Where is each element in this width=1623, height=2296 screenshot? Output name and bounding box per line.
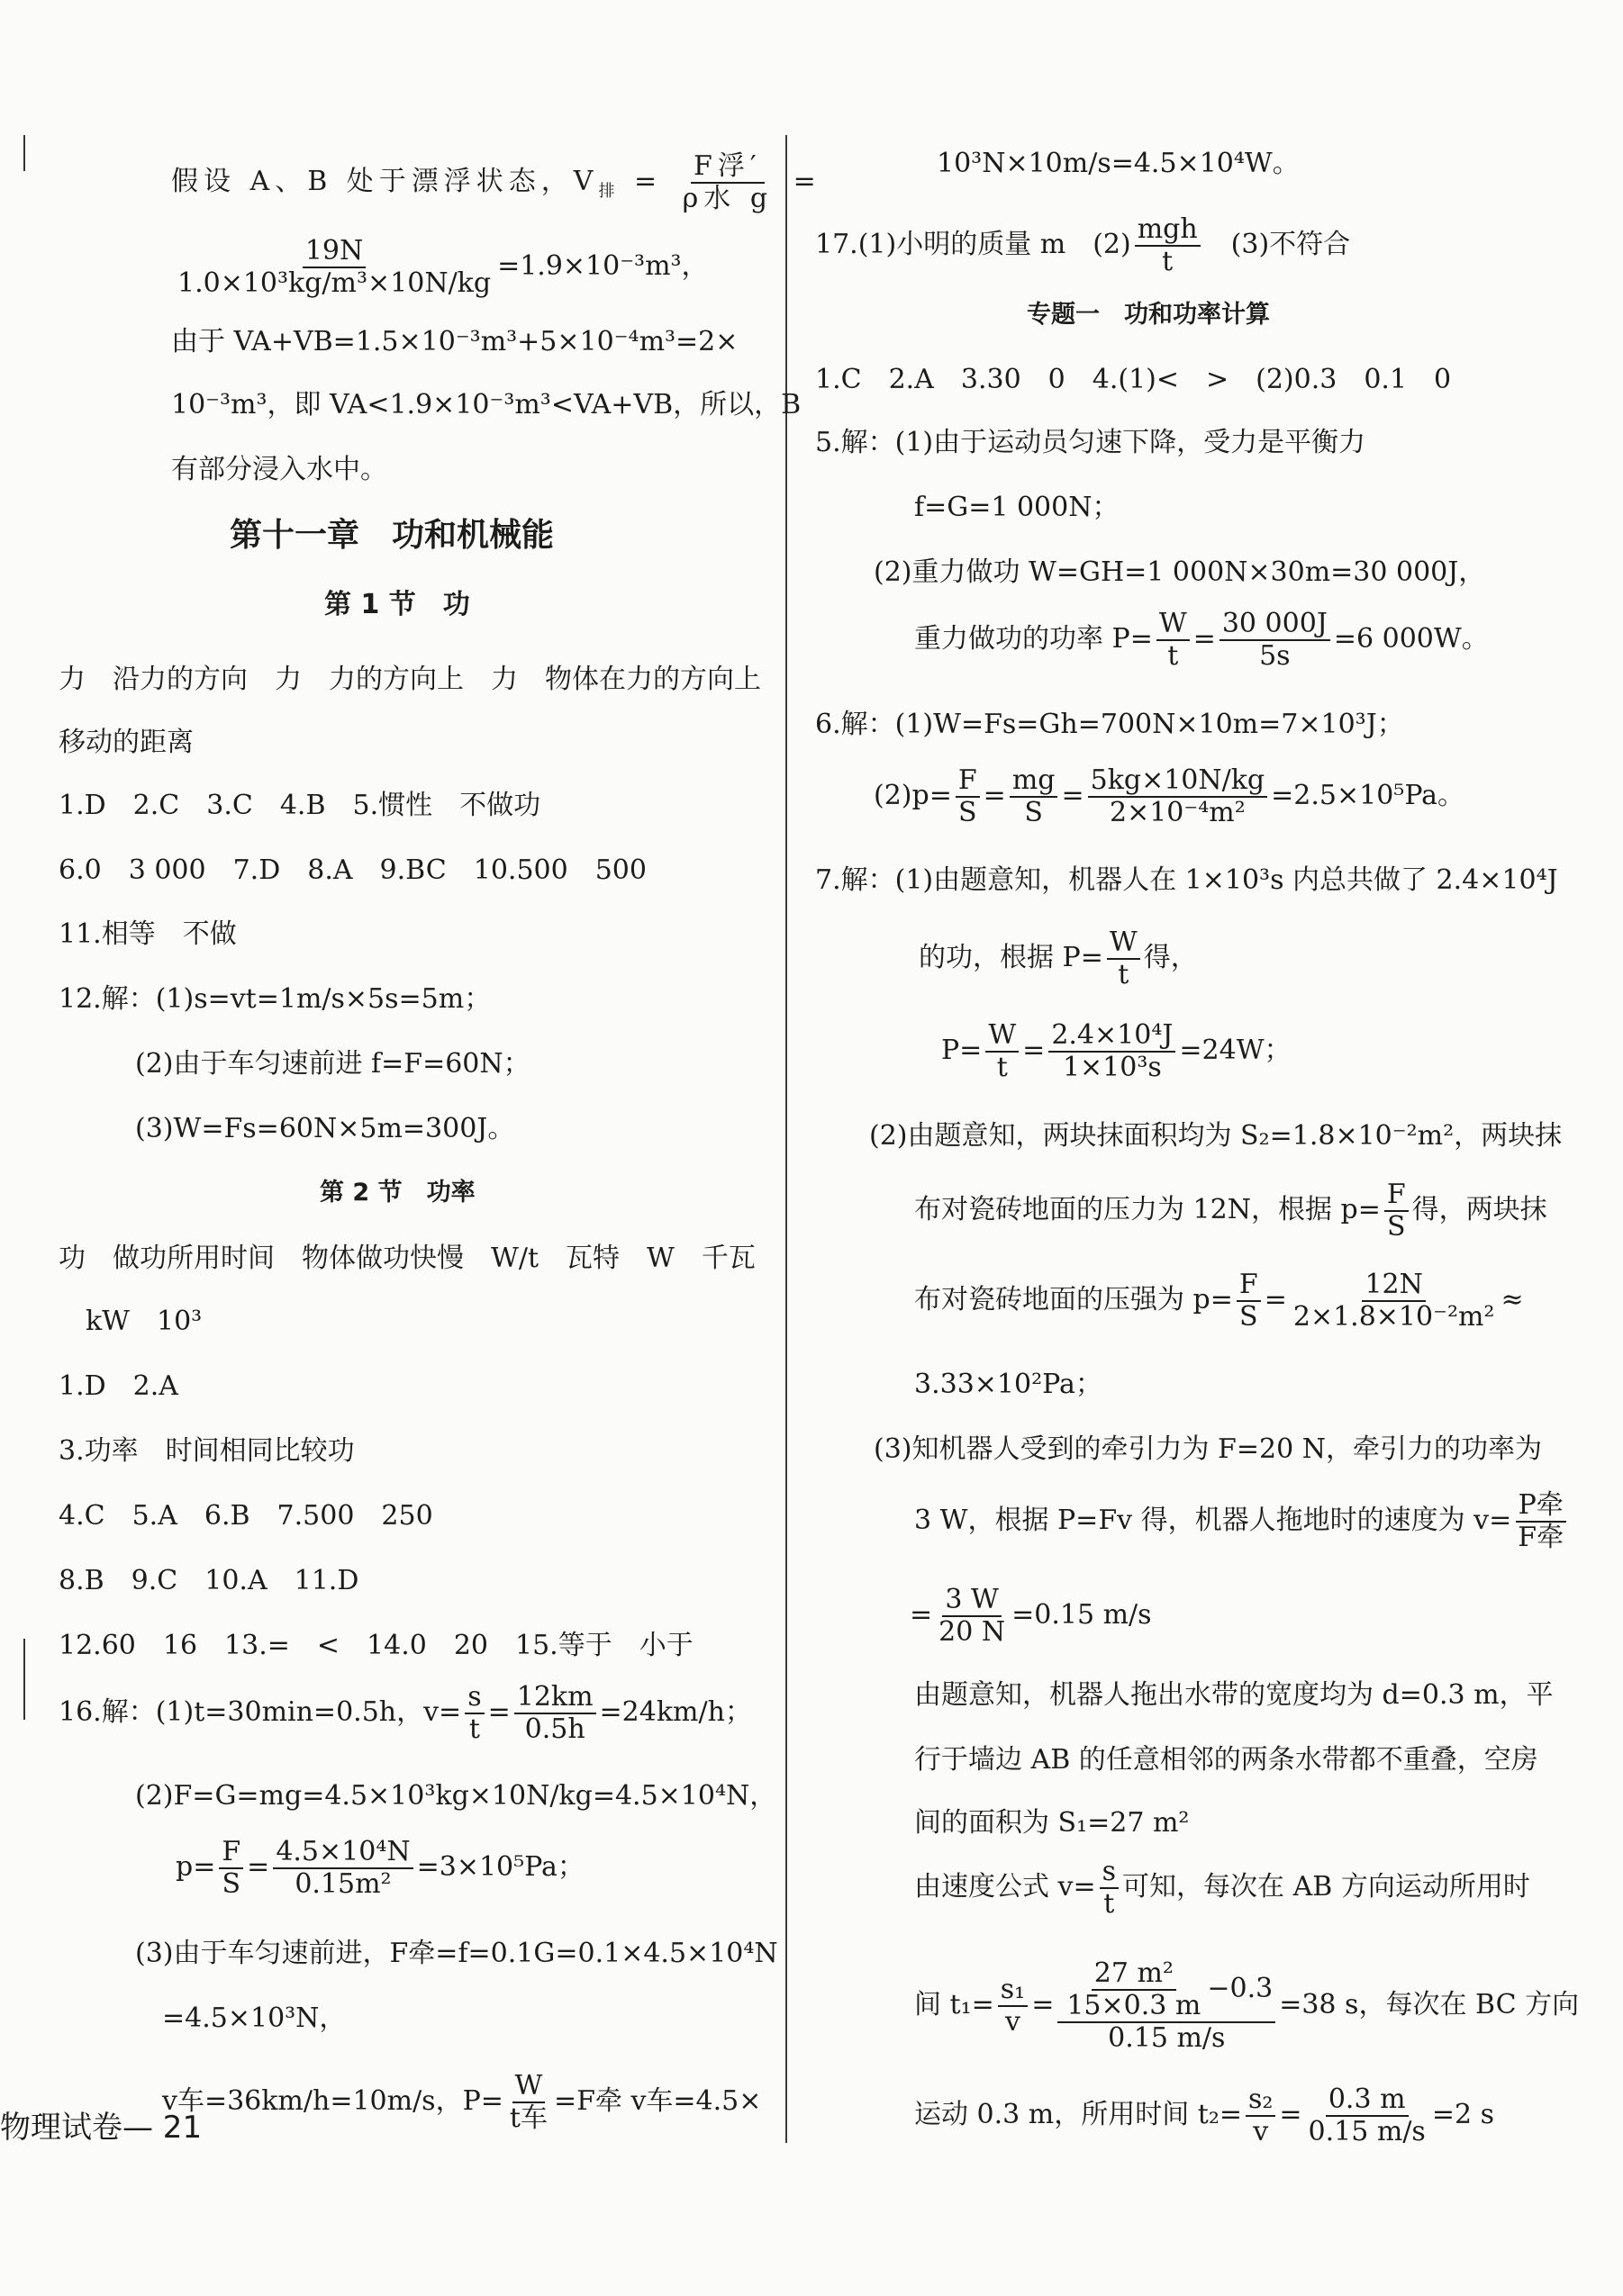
fraction: $\frac{\text{s₂}}{v}$ xyxy=(1246,2084,1275,2147)
text-line: 假设 A、B 处于漂浮状态，$V_排$ = $\frac{\text{F浮′}}{\text{ρ水 g}}$ = xyxy=(171,150,821,214)
fraction: $\frac{F}{S}$ xyxy=(956,765,980,828)
text-line: 4.C 5.A 6.B 7.500 250 xyxy=(59,1500,433,1532)
fraction: $\frac{W}{\text{t车}}$ xyxy=(509,2070,548,2134)
text-line: 间的面积为 S₁=27 m² xyxy=(914,1807,1190,1839)
text-line: P= $\frac{W}{t}$ = $\frac{\text{2.4×10⁴J}}{\text{1×10³s}}$ =24W； xyxy=(941,1019,1292,1083)
text-line: 1.C 2.A 3.30 0 4.(1)< > (2)0.3 0.1 0 xyxy=(815,364,1452,395)
text-line: = $\frac{3 W}{20 N}$ =0.15 m/s xyxy=(910,1584,1152,1648)
fraction: $\frac{\text{s₁}}{v}$ xyxy=(998,1975,1028,2038)
text-line: 由速度公式 v= $\frac{s}{t}$ 可知，每次在 AB 方向运动所用时 xyxy=(914,1856,1530,1920)
fraction: $\frac{0.3 m}{0.15 m/s}$ xyxy=(1308,2084,1426,2147)
text-line: 重力做功的功率 P= $\frac{W}{t}$ = $\frac{30 000J}{5s}$ =6 000W。 xyxy=(914,608,1489,672)
text-line: 行于墙边 AB 的任意相邻的两条水带都不重叠，空房 xyxy=(914,1744,1538,1776)
text-line: 6.0 3 000 7.D 8.A 9.BC 10.500 500 xyxy=(59,854,647,886)
text-line: 布对瓷砖地面的压强为 p= $\frac{F}{S}$ = $\frac{12N}{\text{2×1.8×10⁻²m²}}$ ≈ xyxy=(914,1269,1524,1333)
fraction: $\frac{W}{t}$ xyxy=(985,1020,1019,1083)
text-line: 间 t₁= $\frac{\text{s₁}}{v}$ = $\frac{\text{27 m²}}{15\times 0.3 m}$ −0.3 0.15 m/s =38 s，每次在 BC 方向 xyxy=(914,1957,1580,2054)
text-line: $\frac{19N}{\text{1.0×10³kg/m³×10N/kg}}$ =1.9×10⁻³m³， xyxy=(171,236,709,299)
text-line: 5.解：(1)由于运动员匀速下降，受力是平衡力 xyxy=(815,427,1366,458)
text-line: 功 做功所用时间 物体做功快慢 W/t 瓦特 W 千瓦 xyxy=(59,1243,756,1274)
text-line: kW 10³ xyxy=(86,1306,203,1337)
fraction: $\frac{5kg\times 10N/kg}{\text{2×10⁻⁴m²}}$ xyxy=(1088,765,1268,828)
text-line: 的功，根据 P= $\frac{W}{t}$ 得， xyxy=(919,927,1198,990)
fraction: $\frac{\text{4.5×10⁴N}}{\text{0.15m²}}$ xyxy=(273,1837,413,1900)
fraction: $\frac{19N}{\text{1.0×10³kg/m³×10N/kg}}$ xyxy=(177,235,492,299)
text-line: =4.5×10³N， xyxy=(162,2002,347,2034)
text-line: v车=36km/h=10m/s，P= $\frac{W}{\text{t车}}$ =F牵 v车=4.5× xyxy=(162,2070,762,2134)
text-line: 8.B 9.C 10.A 11.D xyxy=(59,1565,359,1596)
chapter-title: 第十一章 功和机械能 xyxy=(230,517,555,554)
section-title: 第 2 节 功率 xyxy=(320,1179,476,1207)
fraction: $\frac{3 W}{20 N}$ xyxy=(938,1584,1006,1648)
text-line: 力 沿力的方向 力 力的方向上 力 物体在力的方向上 xyxy=(59,664,761,695)
fraction: $\frac{30 000J}{5s}$ xyxy=(1220,609,1330,672)
fraction: $\frac{s}{t}$ xyxy=(1100,1857,1119,1920)
fraction: $\frac{W}{t}$ xyxy=(1107,927,1140,990)
text-line: 移动的距离 xyxy=(59,727,194,758)
text-line: (3)W=Fs=60N×5m=300J。 xyxy=(135,1113,515,1144)
text-line: 3 W，根据 P=Fv 得，机器人拖地时的速度为 v= $\frac{\text{P牵}}{\text{F牵}}$ xyxy=(914,1490,1570,1553)
text-line: 由题意知，机器人拖出水带的宽度均为 d=0.3 m，平 xyxy=(914,1679,1554,1711)
text-line: (2)由于车匀速前进 f=F=60N； xyxy=(135,1048,530,1080)
text-line: 10³N×10m/s=4.5×10⁴W。 xyxy=(937,148,1300,179)
compound-fraction: $\frac{\text{27 m²}}{15\times 0.3 m}$ −0.3 0.15 m/s xyxy=(1057,1958,1275,2054)
text-line: 17.(1)小明的质量 m (2) $\frac{\text{mgh}}{t}$ (3)不符合 xyxy=(815,213,1351,277)
text-line: 10⁻³m³，即 VA<1.9×10⁻³m³<VA+VB，所以，B xyxy=(171,389,802,420)
text-line: (2)由题意知，两块抹面积均为 S₂=1.8×10⁻²m²，两块抹 xyxy=(869,1120,1563,1152)
text-line: 7.解：(1)由题意知，机器人在 1×10³s 内总共做了 2.4×10⁴J xyxy=(815,864,1558,896)
section-title: 第 1 节 功 xyxy=(324,589,470,620)
text-line: 3.33×10²Pa； xyxy=(914,1369,1102,1400)
text-line: p= $\frac{F}{S}$ = $\frac{\text{4.5×10⁴N}}{\text{0.15m²}}$ =3×10⁵Pa； xyxy=(176,1836,585,1900)
text-line: (3)由于车匀速前进，F牵=f=0.1G=0.1×4.5×10⁴N xyxy=(135,1938,778,1969)
fraction: $\frac{F}{S}$ xyxy=(219,1837,243,1900)
topic-title: 专题一 功和功率计算 xyxy=(1027,301,1270,329)
fraction: $\frac{12km}{0.5h}$ xyxy=(514,1682,596,1745)
text-line: 12.60 16 13.= < 14.0 20 15.等于 小于 xyxy=(59,1630,694,1661)
text-line: (2)F=G=mg=4.5×10³kg×10N/kg=4.5×10⁴N， xyxy=(135,1780,777,1812)
fraction: $\frac{\text{mgh}}{t}$ xyxy=(1135,214,1201,277)
page-footer: 物理试卷— 21 xyxy=(0,2110,203,2146)
binding-mark xyxy=(23,1639,25,1720)
text-line: 11.相等 不做 xyxy=(59,918,237,950)
text-line: (2)p= $\frac{F}{S}$ = $\frac{mg}{S}$ = $\frac{5kg\times 10N/kg}{\text{2×10⁻⁴m²}}$ =2.5×10⁵Pa。 xyxy=(874,764,1465,828)
text-line: 布对瓷砖地面的压力为 12N，根据 p= $\frac{F}{S}$ 得，两块抹 xyxy=(914,1179,1547,1243)
text-line: 12.解：(1)s=vt=1m/s×5s=5m； xyxy=(59,983,492,1015)
text-line: 1.D 2.C 3.C 4.B 5.惯性 不做功 xyxy=(59,790,541,821)
text-line: 3.功率 时间相同比较功 xyxy=(59,1435,355,1467)
fraction: $\frac{F}{S}$ xyxy=(1384,1180,1409,1243)
text-line: 运动 0.3 m，所用时间 t₂= $\frac{\text{s₂}}{v}$ = $\frac{0.3 m}{0.15 m/s}$ =2 s xyxy=(914,2084,1494,2147)
text-line: 6.解：(1)W=Fs=Gh=700N×10m=7×10³J； xyxy=(815,709,1404,740)
text-line: 有部分浸入水中。 xyxy=(171,454,387,485)
text-line: (2)重力做功 W=GH=1 000N×30m=30 000J， xyxy=(874,556,1486,588)
text-line: 1.D 2.A xyxy=(59,1370,178,1402)
fraction: $\frac{\text{2.4×10⁴J}}{\text{1×10³s}}$ xyxy=(1048,1020,1175,1083)
column-divider xyxy=(785,135,787,2143)
fraction: $\frac{F}{S}$ xyxy=(1237,1270,1261,1333)
fraction: $\frac{s}{t}$ xyxy=(465,1682,484,1745)
fraction: $\frac{\text{P牵}}{\text{F牵}}$ xyxy=(1515,1490,1566,1553)
text-line: 由于 VA+VB=1.5×10⁻³m³+5×10⁻⁴m³=2× xyxy=(171,326,739,357)
text-line: 16.解：(1)t=30min=0.5h，v= $\frac{s}{t}$ = $\frac{12km}{0.5h}$ =24km/h； xyxy=(59,1681,752,1745)
fraction: $\frac{W}{t}$ xyxy=(1156,609,1190,672)
fraction: $\frac{mg}{S}$ xyxy=(1010,765,1058,828)
fraction: $\frac{\text{27 m²}}{15\times 0.3 m}$ xyxy=(1066,1957,1201,2021)
text-line: (3)知机器人受到的牵引力为 F=20 N，牵引力的功率为 xyxy=(874,1433,1542,1465)
text-line: f=G=1 000N； xyxy=(914,492,1120,523)
fraction: $\frac{12N}{\text{2×1.8×10⁻²m²}}$ xyxy=(1292,1269,1495,1333)
binding-mark xyxy=(23,135,25,171)
fraction: $\frac{\text{F浮′}}{\text{ρ水 g}}$ xyxy=(682,150,774,214)
